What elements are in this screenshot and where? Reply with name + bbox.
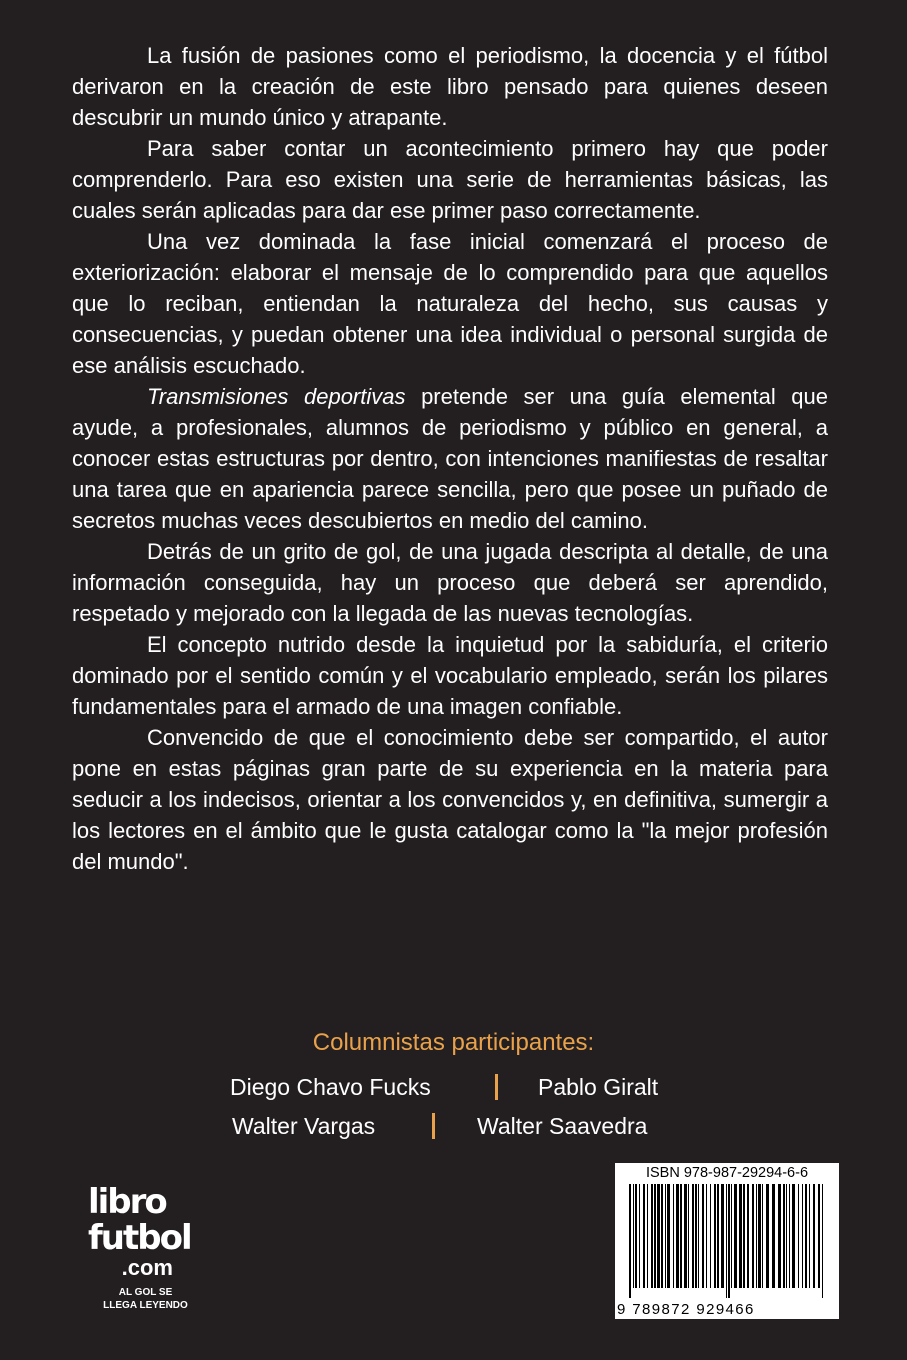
barcode-bar [756, 1184, 757, 1288]
separator [495, 1074, 498, 1100]
blurb-paragraph [72, 381, 828, 536]
barcode-bar [743, 1184, 745, 1288]
barcode-bar [798, 1184, 799, 1288]
barcode-bar [752, 1184, 754, 1288]
barcode-bar [809, 1184, 810, 1288]
blurb-paragraph: Detrás de un grito de gol, de una jugada descripta al detalle, de una información conseguida, hay un proceso que deberá ser aprendido, respetado y mejorado con la llegada de las nuevas tecnologías. [72, 539, 828, 626]
barcode-bar [762, 1184, 763, 1288]
blurb-paragraph: Una vez dominada la fase inicial comenzará el proceso de exteriorización: elaborar el mensaje de lo comprendido para que aquellos que lo reciban, entiendan la naturaleza del hecho, sus causas y consecuencias, y puedan obtener una idea individual o personal surgida de ese análisis escuchado. [72, 229, 828, 378]
blurb-paragraph: Para saber contar un acontecimiento primero hay que poder comprenderlo. Para eso existen una serie de herramientas básicas, las cuales serán aplicadas para dar ese primer paso correctamente. [72, 136, 828, 223]
barcode-bars [629, 1184, 825, 1298]
columnist-name: Diego Chavo Fucks [230, 1074, 431, 1100]
logo-tagline: AL GOL SE [118, 1287, 173, 1298]
barcode-bar [726, 1184, 727, 1298]
barcode-bar [706, 1184, 707, 1288]
barcode-bar [783, 1184, 785, 1288]
logo-line: .com [121, 1255, 173, 1280]
logo-line: libro [88, 1182, 166, 1222]
logo-tagline: LLEGA LEYENDO [103, 1300, 188, 1311]
barcode-bar [688, 1184, 689, 1288]
columnist-name: Walter Vargas [232, 1113, 376, 1139]
barcode-bar [673, 1184, 674, 1288]
isbn-label: ISBN 978-987-29294-6-6 [645, 1165, 809, 1181]
barcode-bar [721, 1184, 724, 1288]
barcode-bar [710, 1184, 711, 1288]
barcode-bar [802, 1184, 803, 1288]
barcode-bar [667, 1184, 670, 1288]
barcode-bar [651, 1184, 653, 1288]
barcode-digits: 9 789872 929466 [617, 1301, 755, 1318]
barcode-bar [680, 1184, 682, 1288]
barcode-bar [758, 1184, 761, 1288]
columnist-name: Walter Saavedra [477, 1113, 648, 1139]
back-cover-blurb [72, 40, 828, 877]
barcode-bar [702, 1184, 704, 1288]
blurb-paragraph: La fusión de pasiones como el periodismo, la docencia y el fútbol derivaron en la creación de este libro pensado para quienes deseen descubrir un mundo único y atrapante. [72, 43, 828, 130]
logo-line: futbol [88, 1218, 191, 1258]
barcode-bar [665, 1184, 666, 1288]
barcode-bar [676, 1184, 679, 1288]
barcode-bar [778, 1184, 781, 1288]
blurb-paragraph: El concepto nutrido desde la inquietud por la sabiduría, el criterio dominado por el sentido común y el vocabulario empleado, serán los pilares fundamentales para el armado de una imagen confiable. [72, 632, 828, 719]
barcode-bar [629, 1184, 631, 1298]
barcode-bar [789, 1184, 790, 1288]
barcode-bar [661, 1184, 663, 1288]
barcode-bar [714, 1184, 716, 1288]
barcode-bar [792, 1184, 795, 1288]
barcode-bar [813, 1184, 815, 1288]
barcode-bar [772, 1184, 775, 1288]
barcode-bar [633, 1184, 634, 1288]
blurb-paragraph: Convencido de que el conocimiento debe ser compartido, el autor pone en estas páginas gran parte de su experiencia en la materia para seducir a los indecisos, orientar a los convencidos y, en definitiva, sumergir a los lectores en el ámbito que le gusta catalogar como la "la mejor profesión del mundo". [72, 725, 828, 874]
separator [432, 1113, 435, 1139]
barcode-bar [657, 1184, 660, 1288]
barcode-bar [734, 1184, 737, 1288]
barcode-bar [635, 1184, 637, 1288]
barcode-bar [786, 1184, 787, 1288]
barcode-bar [728, 1184, 730, 1298]
barcode-bar [684, 1184, 687, 1288]
barcode-bar [692, 1184, 694, 1288]
book-title: Transmisiones deportivas [147, 384, 406, 409]
barcode-bar [647, 1184, 648, 1288]
barcode-bar [805, 1184, 807, 1288]
barcode-bar [818, 1184, 820, 1288]
barcode-bar [717, 1184, 719, 1288]
barcode-bar [766, 1184, 769, 1288]
barcode-bar [747, 1184, 749, 1288]
barcode-bar [731, 1184, 732, 1288]
barcode-bar [654, 1184, 656, 1288]
barcode-bar [639, 1184, 640, 1288]
barcode-bar [739, 1184, 742, 1288]
barcode-bar [822, 1184, 823, 1298]
columnist-name: Pablo Giralt [538, 1074, 659, 1100]
barcode-bar [643, 1184, 645, 1288]
blurb-text: pretende ser una guía elemental que ayude, a profesionales, alumnos de periodismo y público en general, a conocer estas estructuras por dentro, con intenciones manifiestas de resaltar una tarea que en apariencia parece sencilla, pero que posee un puñado de secretos muchas veces descubiertos en medio del camino. [72, 384, 828, 533]
isbn-barcode [615, 1163, 839, 1319]
barcode-bar [695, 1184, 697, 1288]
columnists-heading: Columnistas participantes: [312, 1029, 595, 1056]
librofutbol-logo [88, 1184, 208, 1312]
barcode-bar [698, 1184, 699, 1288]
